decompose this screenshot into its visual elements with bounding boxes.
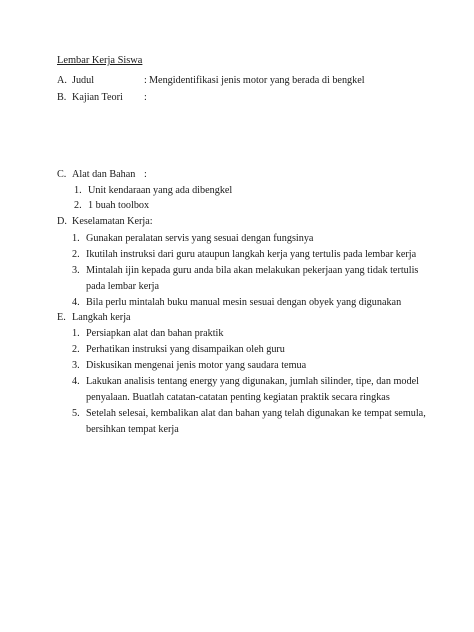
list-item-text: Bila perlu mintalah buku manual mesin sesuai dengan obyek yang digunakan <box>86 297 402 308</box>
section-a-value: Mengidentifikasi jenis motor yang berada di bengkel <box>149 75 365 86</box>
section-c-colon: : <box>144 169 147 180</box>
list-item-text: Lakukan analisis tentang energy yang digunakan, jumlah silinder, tipe, dan model <box>86 376 419 387</box>
list-item-number: 3. <box>72 265 80 276</box>
list-item-text: Ikutilah instruksi dari guru ataupun langkah kerja yang tertulis pada lembar kerja <box>86 249 417 260</box>
list-item-continuation: bersihkan tempat kerja <box>86 424 179 435</box>
list-item-number: 1. <box>74 185 82 196</box>
list-item-number: 4. <box>72 376 80 387</box>
section-c-letter: C. <box>57 169 67 180</box>
section-c-label: Alat dan Bahan <box>72 169 136 180</box>
list-item-number: 2. <box>74 200 82 211</box>
list-item-text: Gunakan peralatan servis yang sesuai dengan fungsinya <box>86 233 314 244</box>
list-item-text: Perhatikan instruksi yang disampaikan oleh guru <box>86 344 285 355</box>
section-b-label: Kajian Teori <box>72 92 123 103</box>
list-item-number: 3. <box>72 360 80 371</box>
list-item-number: 2. <box>72 249 80 260</box>
section-e-letter: E. <box>57 312 66 323</box>
list-item-text: Setelah selesai, kembalikan alat dan bahan yang telah digunakan ke tempat semula, <box>86 408 426 419</box>
section-a-colon: : <box>144 75 147 86</box>
list-item-number: 2. <box>72 344 80 355</box>
list-item-number: 1. <box>72 328 80 339</box>
list-item-number: 1. <box>72 233 80 244</box>
section-a-label: Judul <box>72 75 95 86</box>
list-item-text: 1 buah toolbox <box>88 200 150 211</box>
section-b-colon: : <box>144 92 147 103</box>
list-item-text: Persiapkan alat dan bahan praktik <box>86 328 224 339</box>
section-d-letter: D. <box>57 216 67 227</box>
section-e-label: Langkah kerja <box>72 312 131 323</box>
document-title: Lembar Kerja Siswa <box>57 55 143 66</box>
section-b-letter: B. <box>57 92 67 103</box>
section-d-label: Keselamatan Kerja: <box>72 216 153 227</box>
list-item-text: Mintalah ijin kepada guru anda bila akan melakukan pekerjaan yang tidak tertulis <box>86 265 419 276</box>
list-item-number: 4. <box>72 297 80 308</box>
list-item-text: Diskusikan mengenai jenis motor yang saudara temua <box>86 360 307 371</box>
list-item-number: 5. <box>72 408 80 419</box>
list-item-continuation: pada lembar kerja <box>86 281 159 292</box>
list-item-continuation: penyalaan. Buatlah catatan-catatan penting kegiatan praktik secara ringkas <box>86 392 390 403</box>
section-a-letter: A. <box>57 75 67 86</box>
list-item-text: Unit kendaraan yang ada dibengkel <box>88 185 233 196</box>
